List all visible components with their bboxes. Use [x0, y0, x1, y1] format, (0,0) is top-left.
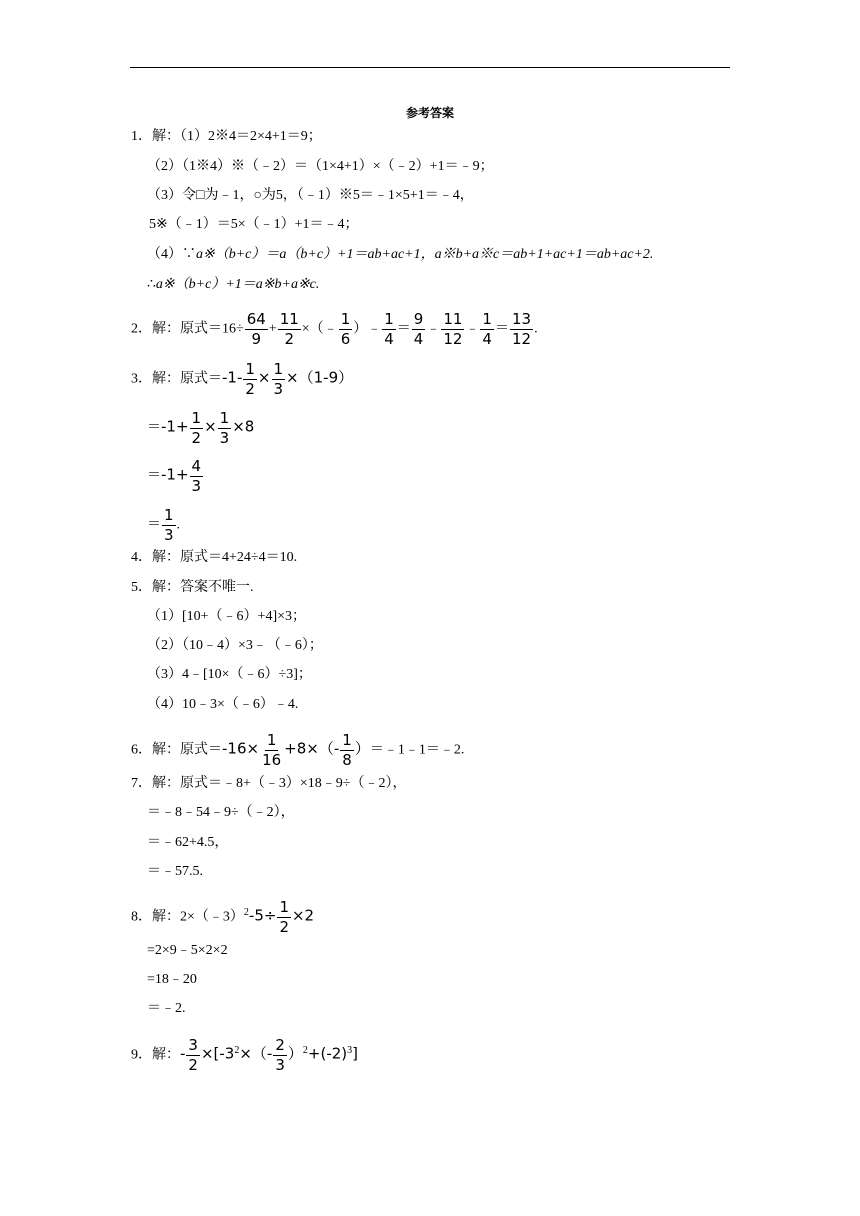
- q9-number: 9．: [131, 1047, 152, 1063]
- q3-line-1: 3．解：原式＝-1- $\frac{1}{2}$ × $\frac{1}{3}$ ×（1-9）: [131, 360, 354, 398]
- q7-line-1: 7．解：原式＝﹣8+（﹣3）×18﹣9÷（﹣2），: [131, 776, 407, 791]
- q3-number: 3．: [131, 371, 152, 387]
- fraction: $\frac{1}{4}$: [384, 310, 394, 348]
- fraction: $\frac{1}{16}$: [262, 731, 282, 769]
- q2-line: 2．解：原式＝16÷ $\frac{64}{9}$ + $\frac{11}{2}$ ×（﹣ $\frac{1}{6}$ ）﹣ $\frac{1}{4}$ ＝ $\frac{9}{4}$ ﹣ $\frac{11}{12}$ ﹣ $\frac{1}{4}$ ＝ $\frac{13}{12}$ .: [131, 310, 538, 348]
- q4-number: 4．: [131, 550, 152, 565]
- q6-number: 6．: [131, 742, 152, 758]
- q5-number: 5．: [131, 580, 152, 595]
- q5-item-1: （1）[10+（﹣6）+4]×3；: [147, 609, 307, 624]
- q8-number: 8．: [131, 909, 152, 925]
- fraction: $\frac{1}{3}$: [273, 360, 284, 398]
- q7-number: 7．: [131, 776, 152, 791]
- fraction: $\frac{9}{4}$: [413, 310, 424, 348]
- fraction: $\frac{64}{9}$: [246, 310, 266, 348]
- q8-line-4: ＝﹣2.: [147, 1001, 186, 1016]
- q7-line-3: ＝﹣62+4.5，: [147, 835, 229, 850]
- q6-line: 6．解：原式＝-16× $\frac{1}{16}$ +8×（- $\frac{1}{8}$ ）＝﹣1﹣1＝﹣2.: [131, 731, 465, 769]
- fraction: $\frac{11}{12}$: [443, 310, 463, 348]
- fraction: $\frac{3}{2}$: [188, 1036, 198, 1074]
- q1-line-5: （4）∵a※（b+c）＝a（b+c）+1＝ab+ac+1，a※b+a※c＝ab+1+ac+1＝ab+ac+2.: [147, 247, 654, 262]
- q5-item-2: （2）（10﹣4）×3﹣（﹣6）；: [147, 638, 323, 653]
- q2-number: 2．: [131, 321, 152, 337]
- q5-item-4: （4）10﹣3×（﹣6）﹣4.: [147, 697, 299, 712]
- q7-line-2: ＝﹣8﹣54﹣9÷（﹣2），: [147, 805, 295, 820]
- fraction: $\frac{11}{2}$: [279, 310, 299, 348]
- fraction: $\frac{1}{3}$: [219, 409, 230, 447]
- q8-line-3: =18﹣20: [147, 972, 197, 987]
- q1-line-1: 1．解：（1）2※4＝2×4+1＝9；: [131, 129, 322, 144]
- fraction: $\frac{13}{12}$: [511, 310, 532, 348]
- q3-line-3: ＝-1+ $\frac{4}{3}$: [147, 457, 202, 495]
- fraction: $\frac{2}{3}$: [275, 1036, 285, 1074]
- q4-line: 4．解：原式＝4+24÷4＝10.: [131, 550, 298, 565]
- q3-line-4: ＝ $\frac{1}{3}$ .: [147, 506, 181, 544]
- header-rule: [130, 67, 730, 68]
- q8-line-2: =2×9﹣5×2×2: [147, 943, 228, 958]
- fraction: $\frac{1}{6}$: [340, 310, 351, 348]
- q5-line: 5．解：答案不唯一.: [131, 580, 254, 595]
- q5-item-3: （3）4﹣[10×（﹣6）÷3]；: [147, 667, 312, 682]
- q1-line-2: （2）（1※4）※（﹣2）＝（1×4+1）×（﹣2）+1＝﹣9；: [147, 159, 494, 174]
- q1-line-6: ∴a※（b+c）+1＝a※b+a※c.: [147, 277, 320, 292]
- q1-line-3: （3）令□为﹣1，○为5，（﹣1）※5＝﹣1×5+1＝﹣4，: [147, 188, 474, 203]
- fraction: $\frac{1}{3}$: [164, 506, 174, 544]
- fraction: $\frac{1}{2}$: [191, 409, 202, 447]
- q9-line: 9．解：- $\frac{3}{2}$ $\times[-3^2\times(-$ $\frac{2}{3}$ ）$^2+(-2)^3$]: [131, 1036, 358, 1074]
- fraction: $\frac{1}{8}$: [342, 731, 352, 769]
- q8-line-1: 8．解：2×（﹣3）$^2$-5÷ $\frac{1}{2}$ ×2: [131, 898, 315, 936]
- page-title: 参考答案: [405, 106, 454, 120]
- q7-line-4: ＝﹣57.5.: [147, 864, 203, 879]
- q1-line-4: 5※（﹣1）＝5×（﹣1）+1＝﹣4；: [149, 217, 359, 232]
- fraction: $\frac{1}{4}$: [482, 310, 492, 348]
- fraction: $\frac{1}{2}$: [245, 360, 255, 398]
- fraction: $\frac{1}{2}$: [279, 898, 289, 936]
- fraction: $\frac{4}{3}$: [191, 457, 202, 495]
- q1-number: 1．: [131, 129, 152, 144]
- q3-line-2: ＝-1+ $\frac{1}{2}$ × $\frac{1}{3}$ ×8: [147, 409, 255, 447]
